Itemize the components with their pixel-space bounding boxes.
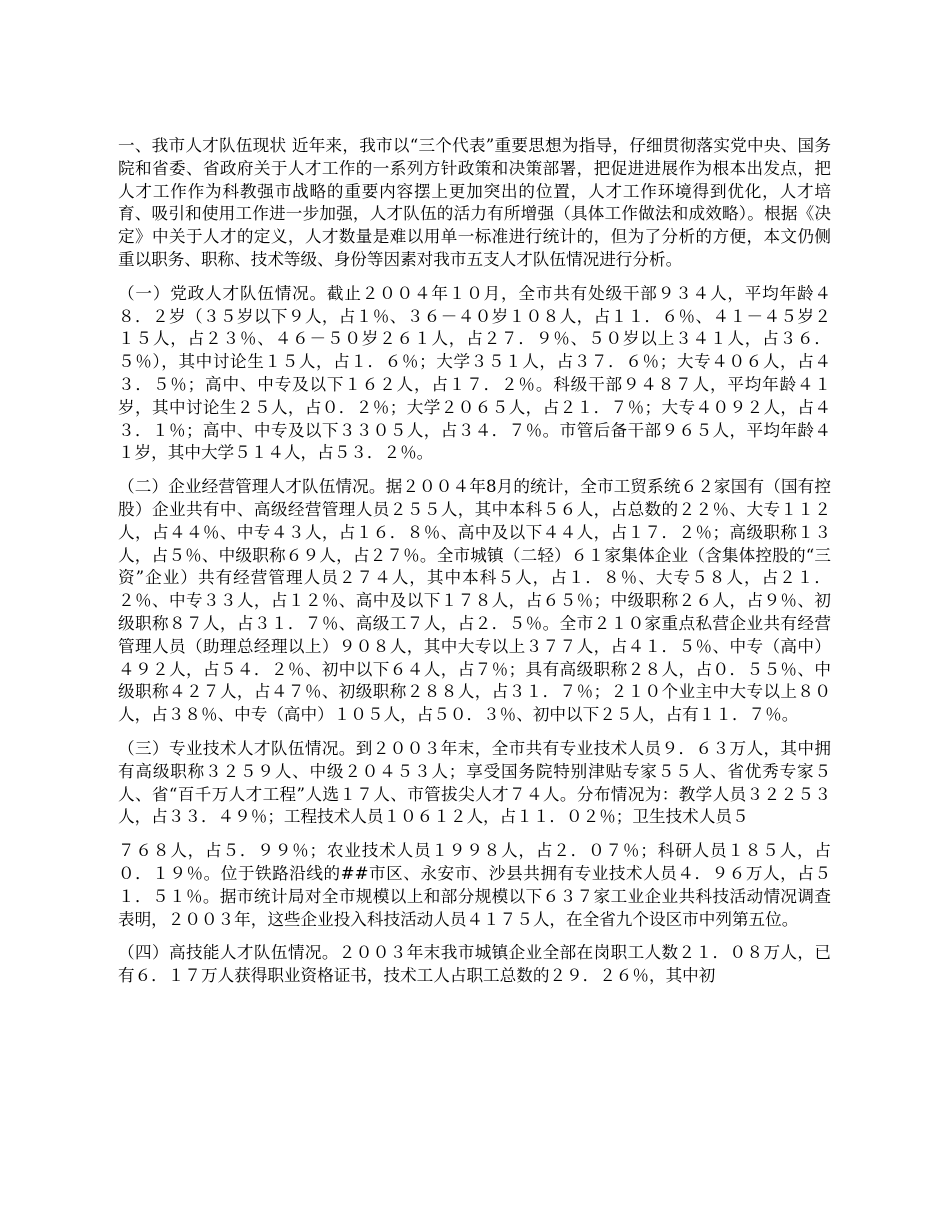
paragraph-party-government-talent: （一）党政人才队伍情况。截止２００４年１０月，全市共有处级干部９３４人，平均年龄４８．２岁（３５岁以下９人，占１％、３６－４０岁１０８人，占１１．６％、４１－４５岁２１５人，占２３％、４６－５０岁２６１人，占２７．９％、５０岁以上３４１人，占３６．５％），其中讨论生１５人，占１．６％；大学３５１人，占３７．６％；大专４０６人，占４３．５％；高中、中专及以下１６２人，占１７．２％。科级干部９４８７人，平均年龄４１岁，其中讨论生２５人，占０．２％；大学２０６５人，占２１．７％；大专４０９２人，占４３．１％；高中、中专及以下３３０５人，占３４．７％。市管后备干部９６５人，平均年龄４１岁，其中大学５１４人，占５３．２％。 [118, 283, 831, 463]
paragraph-intro: 一、我市人才队伍现状 近年来，我市以“三个代表”重要思想为指导，仔细贯彻落实党中央、国务院和省委、省政府关于人才工作的一系列方针政策和决策部署，把促进进展作为根本出发点，把人才工作作为科教强市战略的重要内容摆上更加突出的位置，人才工作环境得到优化，人才培育、吸引和使用工作进一步加强，人才队伍的活力有所增强（具体工作做法和成效略）。根据《决定》中关于人才的定义，人才数量是难以用单一标准进行统计的，但为了分析的方便，本文仍侧重以职务、职称、技术等级、身份等因素对我市五支人才队伍情况进行分析。 [118, 136, 831, 269]
paragraph-enterprise-management-talent: （二）企业经营管理人才队伍情况。据２００４年8月的统计，全市工贸系统６２家国有（国有控股）企业共有中、高级经营管理人员２５５人，其中本科５６人，占总数的２２％、大专１１２人，占４４％、中专４３人，占１６．８％、高中及以下４４人，占１７．２％；高级职称１３人，占５％、中级职称６９人，占２７％。全市城镇（二轻）６１家集体企业（含集体控股的“三资”企业）共有经营管理人员２７４人，其中本科５人，占１．８％、大专５８人，占２１．２％、中专３３人，占１２％、高中及以下１７８人，占６５％；中级职称２６人，占９％、初级职称８７人，占３１．７％、高级工７人，占２．５％。全市２１０家重点私营企业共有经营管理人员（助理总经理以上）９０８人，其中大专以上３７７人，占４１．５％、中专（高中）４９２人，占５４．２％、初中以下６４人，占７％；具有高级职称２８人，占０．５５％、中级职称４２７人，占４７％、初级职称２８８人，占３１．７％；２１０个业主中大专以上８０人，占３８％、中专（高中）１０５人，占５０．３％、初中以下２５人，占有１１．７％。 [118, 477, 831, 725]
paragraph-professional-technical-continued: ７６８人，占５．９９％；农业技术人员１９９８人，占２．０７％；科研人员１８５人，占０．１９％。位于铁路沿线的##市区、永安市、沙县共拥有专业技术人员４．９６万人，占５１．５１％。据市统计局对全市规模以上和部分规模以下６３７家工业企业共科技活动情况调查表明，２００３年，这些企业投入科技活动人员４１７５人，在全省九个设区市中列第五位。 [118, 841, 831, 929]
document-body [118, 135, 831, 999]
paragraph-professional-technical-talent: （三）专业技术人才队伍情况。到２００３年末，全市共有专业技术人员９．６３万人，其中拥有高级职称３２５９人、中级２０４５３人；享受国务院特别津贴专家５５人、省优秀专家５人、省“百千万人才工程”人选１７人、市管拔尖人才７４人。分布情况为：教学人员３２２５３人，占３３．４９％；工程技术人员１０６１２人，占１１．０２％；卫生技术人员５ [118, 738, 831, 827]
paragraph-high-skill-talent: （四）高技能人才队伍情况。２００３年末我市城镇企业全部在岗职工人数２１．０８万人，已有６．１７万人获得职业资格证书，技术工人占职工总数的２９．２６％，其中初 [118, 943, 831, 986]
